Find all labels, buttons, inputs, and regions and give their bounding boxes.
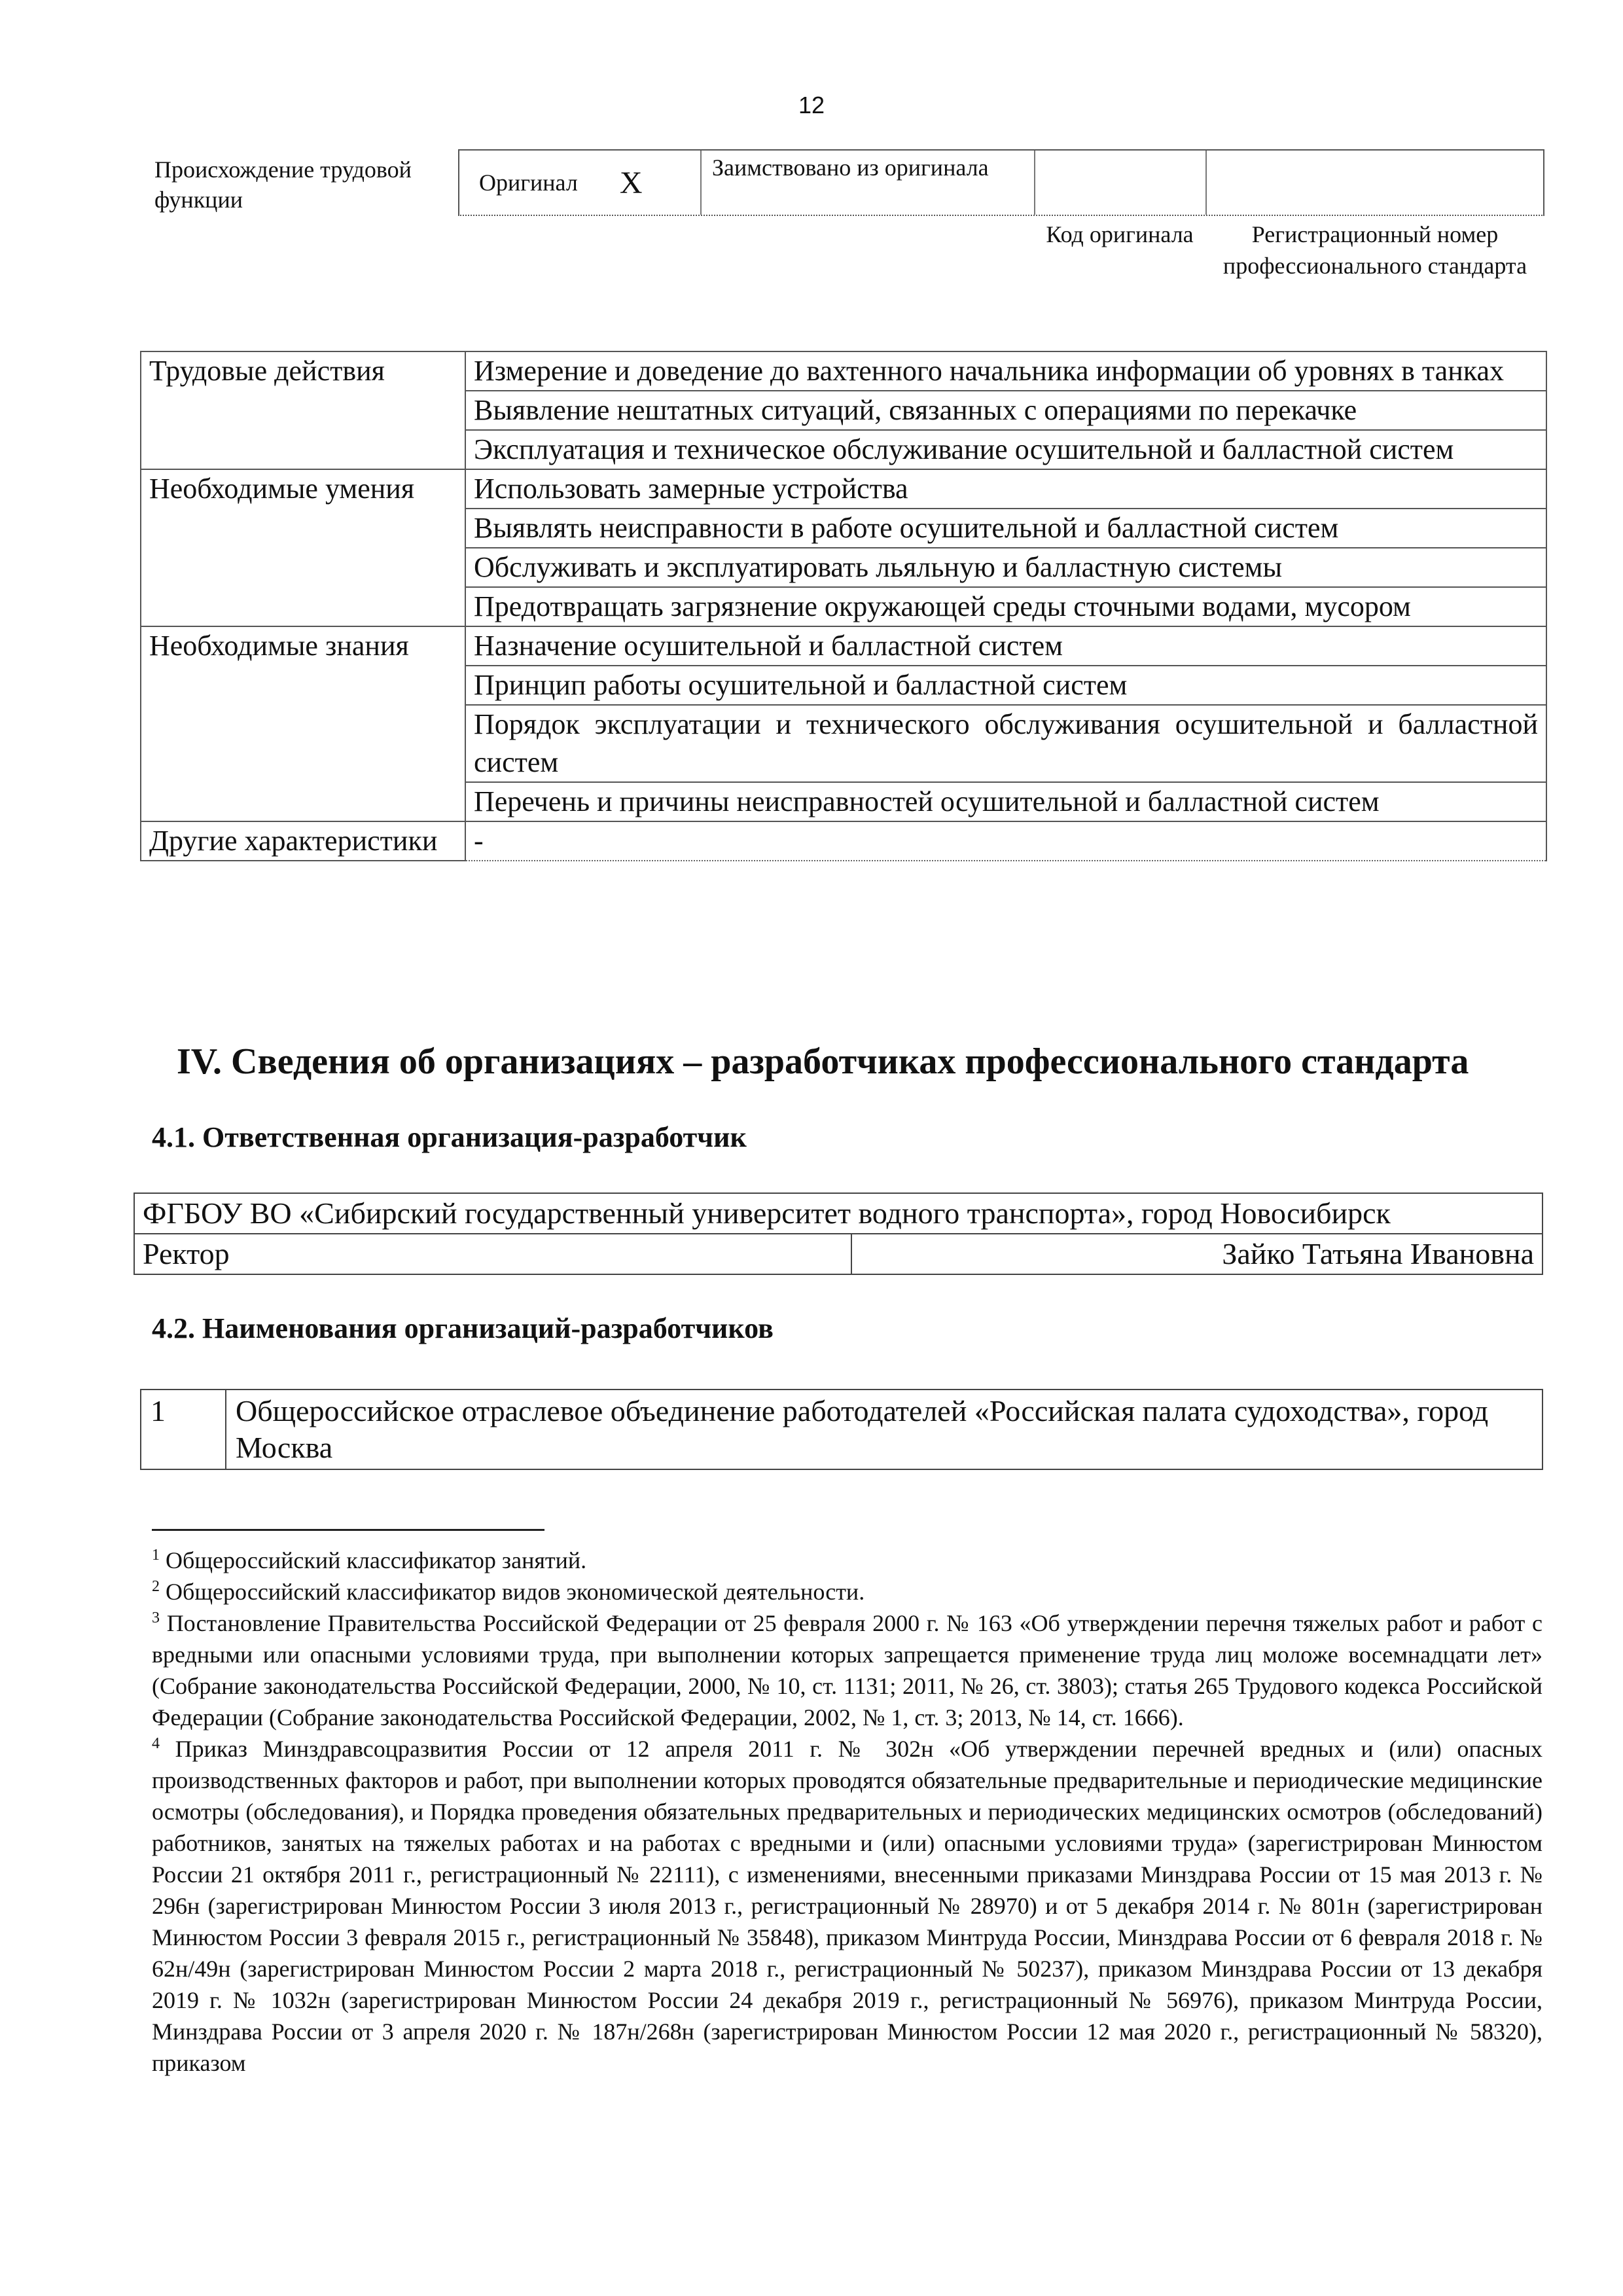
labor-action-item: Выявление нештатных ситуаций, связанных с операциями по перекачке [465, 391, 1546, 430]
origin-reg-cell [1207, 151, 1543, 215]
subsection-4-1-title: 4.1. Ответственная организация-разработчик [152, 1121, 747, 1153]
knowledge-item: Назначение осушительной и балластной систем [465, 626, 1546, 666]
labor-actions-label: Трудовые действия [141, 351, 465, 469]
origin-original-cell [459, 151, 702, 215]
footnote-text: Общероссийский классификатор занятий. [166, 1547, 587, 1573]
table-row [141, 626, 1546, 666]
skill-item: Обслуживать и эксплуатировать льяльную и балластную системы [465, 548, 1546, 587]
footnote-separator [152, 1529, 544, 1531]
origin-box [458, 149, 1544, 216]
origin-original-label: Оригинал [479, 170, 578, 196]
footnote-mark: 1 [152, 1547, 160, 1564]
footnote-text: Общероссийский классификатор видов экономической деятельности. [166, 1579, 865, 1605]
skill-item: Использовать замерные устройства [465, 469, 1546, 509]
footnote [152, 1576, 1543, 1607]
org-name: ФГБОУ ВО «Сибирский государственный университет водного транспорта», город Новосибирск [134, 1193, 1543, 1234]
org-head-name: Зайко Татьяна Ивановна [851, 1234, 1543, 1274]
subsection-4-2-title: 4.2. Наименования организаций-разработчиков [152, 1312, 774, 1344]
reg-caption: Регистрационный номер профессионального стандарта [1222, 221, 1527, 279]
skills-label: Необходимые умения [141, 469, 465, 626]
table-row [134, 1234, 1543, 1274]
footnote-text: Постановление Правительства Российской Федерации от 25 февраля 2000 г. № 163 «Об утверждении перечня тяжелых работ и работ с вредными или опасными условиями труда, при выполнении которых запрещается применение труда лиц моложе восемнадцати лет» (Собрание законодательства Российской Федерации, 2000, № 10, ст. 1131; 2011, № 26, ст. 3803); статья 265 Трудового кодекса Российской Федерации (Собрание законодательства Российской Федерации, 2002, № 1, ст. 3; 2013, № 14, ст. 1666). [152, 1610, 1543, 1731]
knowledge-item: Перечень и причины неисправностей осушительной и балластной систем [465, 782, 1546, 821]
footnotes [152, 1545, 1543, 2079]
code-caption: Код оригинала [1046, 221, 1194, 247]
footnote [152, 1733, 1543, 2079]
skill-item: Предотвращать загрязнение окружающей среды сточными водами, мусором [465, 587, 1546, 626]
knowledge-label: Необходимые знания [141, 626, 465, 821]
origin-code-cell [1035, 151, 1207, 215]
origin-original-mark: X [619, 165, 643, 200]
labor-action-item: Эксплуатация и техническое обслуживание осушительной и балластной систем [465, 430, 1546, 469]
footnote-mark: 2 [152, 1578, 160, 1595]
footnote-text: Приказ Минздравсоцразвития России от 12 апреля 2011 г. № 302н «Об утверждении перечней вредных и (или) опасных производственных факторов и работ, при выполнении которых проводятся обязательные предварительные и периодические медицинские осмотры (обследования), и Порядка проведения обязательных предварительных и периодических медицинских осмотров (обследований) работников, занятых на тяжелых работах и на работах с вредными и (или) опасными условиями труда» (зарегистрирован Минюстом России 21 октября 2011 г., регистрационный № 22111), с изменениями, внесенными приказами Минздрава России от 15 мая 2013 г. № 296н (зарегистрирован Минюстом России 3 июля 2013 г., регистрационный № 28970) и от 5 декабря 2014 г. № 801н (зарегистрирован Минюстом России 3 февраля 2015 г., регистрационный № 35848), приказом Минтруда России, Минздрава России от 6 февраля 2018 г. № 62н/49н (зарегистрирован Минюстом России 2 марта 2018 г., регистрационный № 50237), приказом Минздрава России от 13 декабря 2019 г. № 1032н (зарегистрирован Минюстом России 24 декабря 2019 г., регистрационный № 56976), приказом Минтруда России, Минздрава России от 3 апреля 2020 г. № 187н/268н (зарегистрирован Минюстом России 12 мая 2020 г., регистрационный № 58320), приказом [152, 1736, 1543, 2076]
other-value: - [465, 821, 1546, 861]
table-row [134, 1193, 1543, 1234]
table-row [141, 1390, 1543, 1469]
footnote-mark: 3 [152, 1609, 160, 1626]
page-number: 12 [798, 92, 825, 118]
responsible-org-table [134, 1193, 1543, 1275]
developer-name: Общероссийское отраслевое объединение работодателей «Российская палата судоходства», город Москва [226, 1390, 1543, 1469]
table-row [141, 469, 1546, 509]
origin-label: Происхождение трудовой функции [154, 156, 412, 213]
table-row [141, 821, 1546, 861]
knowledge-item: Порядок эксплуатации и технического обслуживания осушительной и балластной систем [465, 705, 1546, 782]
skill-item: Выявлять неисправности в работе осушительной и балластной систем [465, 509, 1546, 548]
section-iv-title: IV. Сведения об организациях – разработчиках профессионального стандарта [177, 1041, 1469, 1082]
table-row [141, 351, 1546, 391]
org-head-title: Ректор [134, 1234, 851, 1274]
developers-table [140, 1389, 1543, 1470]
footnote [152, 1545, 1543, 1576]
developer-number: 1 [141, 1390, 226, 1469]
labor-action-item: Измерение и доведение до вахтенного начальника информации об уровнях в танках [465, 351, 1546, 391]
footnote-mark: 4 [152, 1735, 160, 1752]
labor-function-table [140, 351, 1547, 861]
origin-borrowed-cell: Заимствовано из оригинала [702, 151, 1035, 215]
knowledge-item: Принцип работы осушительной и балластной систем [465, 666, 1546, 705]
other-label: Другие характеристики [141, 821, 465, 861]
footnote [152, 1607, 1543, 1733]
